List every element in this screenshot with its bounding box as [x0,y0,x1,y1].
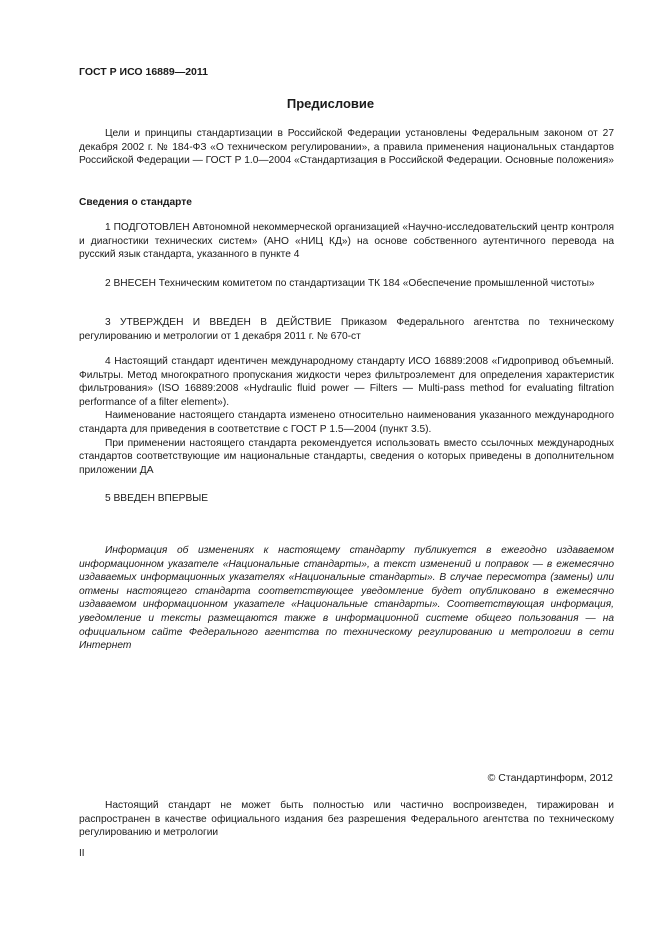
item-4-references-text: При применении настоящего стандарта рекомендуется использовать вместо ссылочных международных стандартов соответствующие им национальные стандарты, сведения о которых приведены в дополнительном приложении ДА [79,437,614,476]
section-heading: Сведения о стандарте [79,197,192,208]
rights-text: Настоящий стандарт не может быть полностью или частично воспроизведен, тиражирован и распространен в качестве официального издания без разрешения Федерального агентства по техническому регулированию и метрологии [79,800,614,839]
item-2 [79,277,614,291]
page-number: II [79,848,85,859]
intro-paragraph [79,127,614,168]
notice-paragraph [79,544,614,653]
item-4-rename-text: Наименование настоящего стандарта изменено относительно наименования указанного международного стандарта для приведения в соответствие с ГОСТ Р 1.5—2004 (пункт 3.5). [79,410,614,435]
notice-text: Информация об изменениях к настоящему стандарту публикуется в ежегодно издаваемом информационном указателе «Национальные стандарты», а текст изменений и поправок — в ежемесячно издаваемых информационных указателях «Национальные стандарты». В случае пересмотра (замены) или отмены настоящего стандарта соответствующее уведомление будет опубликовано в ежемесячно издаваемом информационном указателе «Национальные стандарты». Соответствующая информация, уведомление и тексты размещаются также в информационной системе общего пользования — на официальном сайте Федерального агентства по техническому регулированию и метрологии в сети Интернет [79,545,614,652]
item-4 [79,355,614,477]
item-3 [79,316,614,343]
copyright-line: © Стандартинформ, 2012 [487,772,613,784]
page-title: Предисловие [286,96,375,111]
item-1-text: 1 ПОДГОТОВЛЕН Автономной некоммерческой организацией «Научно-исследовательский центр контроля и диагностики технических систем» (АНО «НИЦ КД») на основе собственного аутентичного перевода на русский язык стандарта, указанного в пункте 4 [79,222,614,261]
intro-text: Цели и принципы стандартизации в Российской Федерации установлены Федеральным законом от 27 декабря 2002 г. № 184-ФЗ «О техническом регулировании», а правила применения национальных стандартов Российской Федерации — ГОСТ Р 1.0—2004 «Стандартизация в Российской Федерации. Основные положения» [79,128,614,167]
item-5-text: 5 ВВЕДЕН ВПЕРВЫЕ [105,493,209,504]
item-5 [79,492,614,506]
standard-code-header: ГОСТ Р ИСО 16889—2011 [79,66,208,78]
item-1 [79,221,614,262]
item-3-text: 3 УТВЕРЖДЕН И ВВЕДЕН В ДЕЙСТВИЕ Приказом Федерального агентства по техническому регулированию и метрологии от 1 декабря 2011 г. № 670-ст [79,317,614,342]
item-4-text: 4 Настоящий стандарт идентичен международному стандарту ИСО 16889:2008 «Гидропривод объемный. Фильтры. Метод многократного пропускания жидкости через фильтроэлемент для определения характеристик фильтрования» (ISO 16889:2008 «Hydraulic fluid power — Filters — Multi-pass method for evaluating filtration performance of a filter element»). [79,356,614,408]
rights-paragraph [79,799,614,840]
item-2-text: 2 ВНЕСЕН Техническим комитетом по стандартизации ТК 184 «Обеспечение промышленной чистоты» [105,278,595,289]
